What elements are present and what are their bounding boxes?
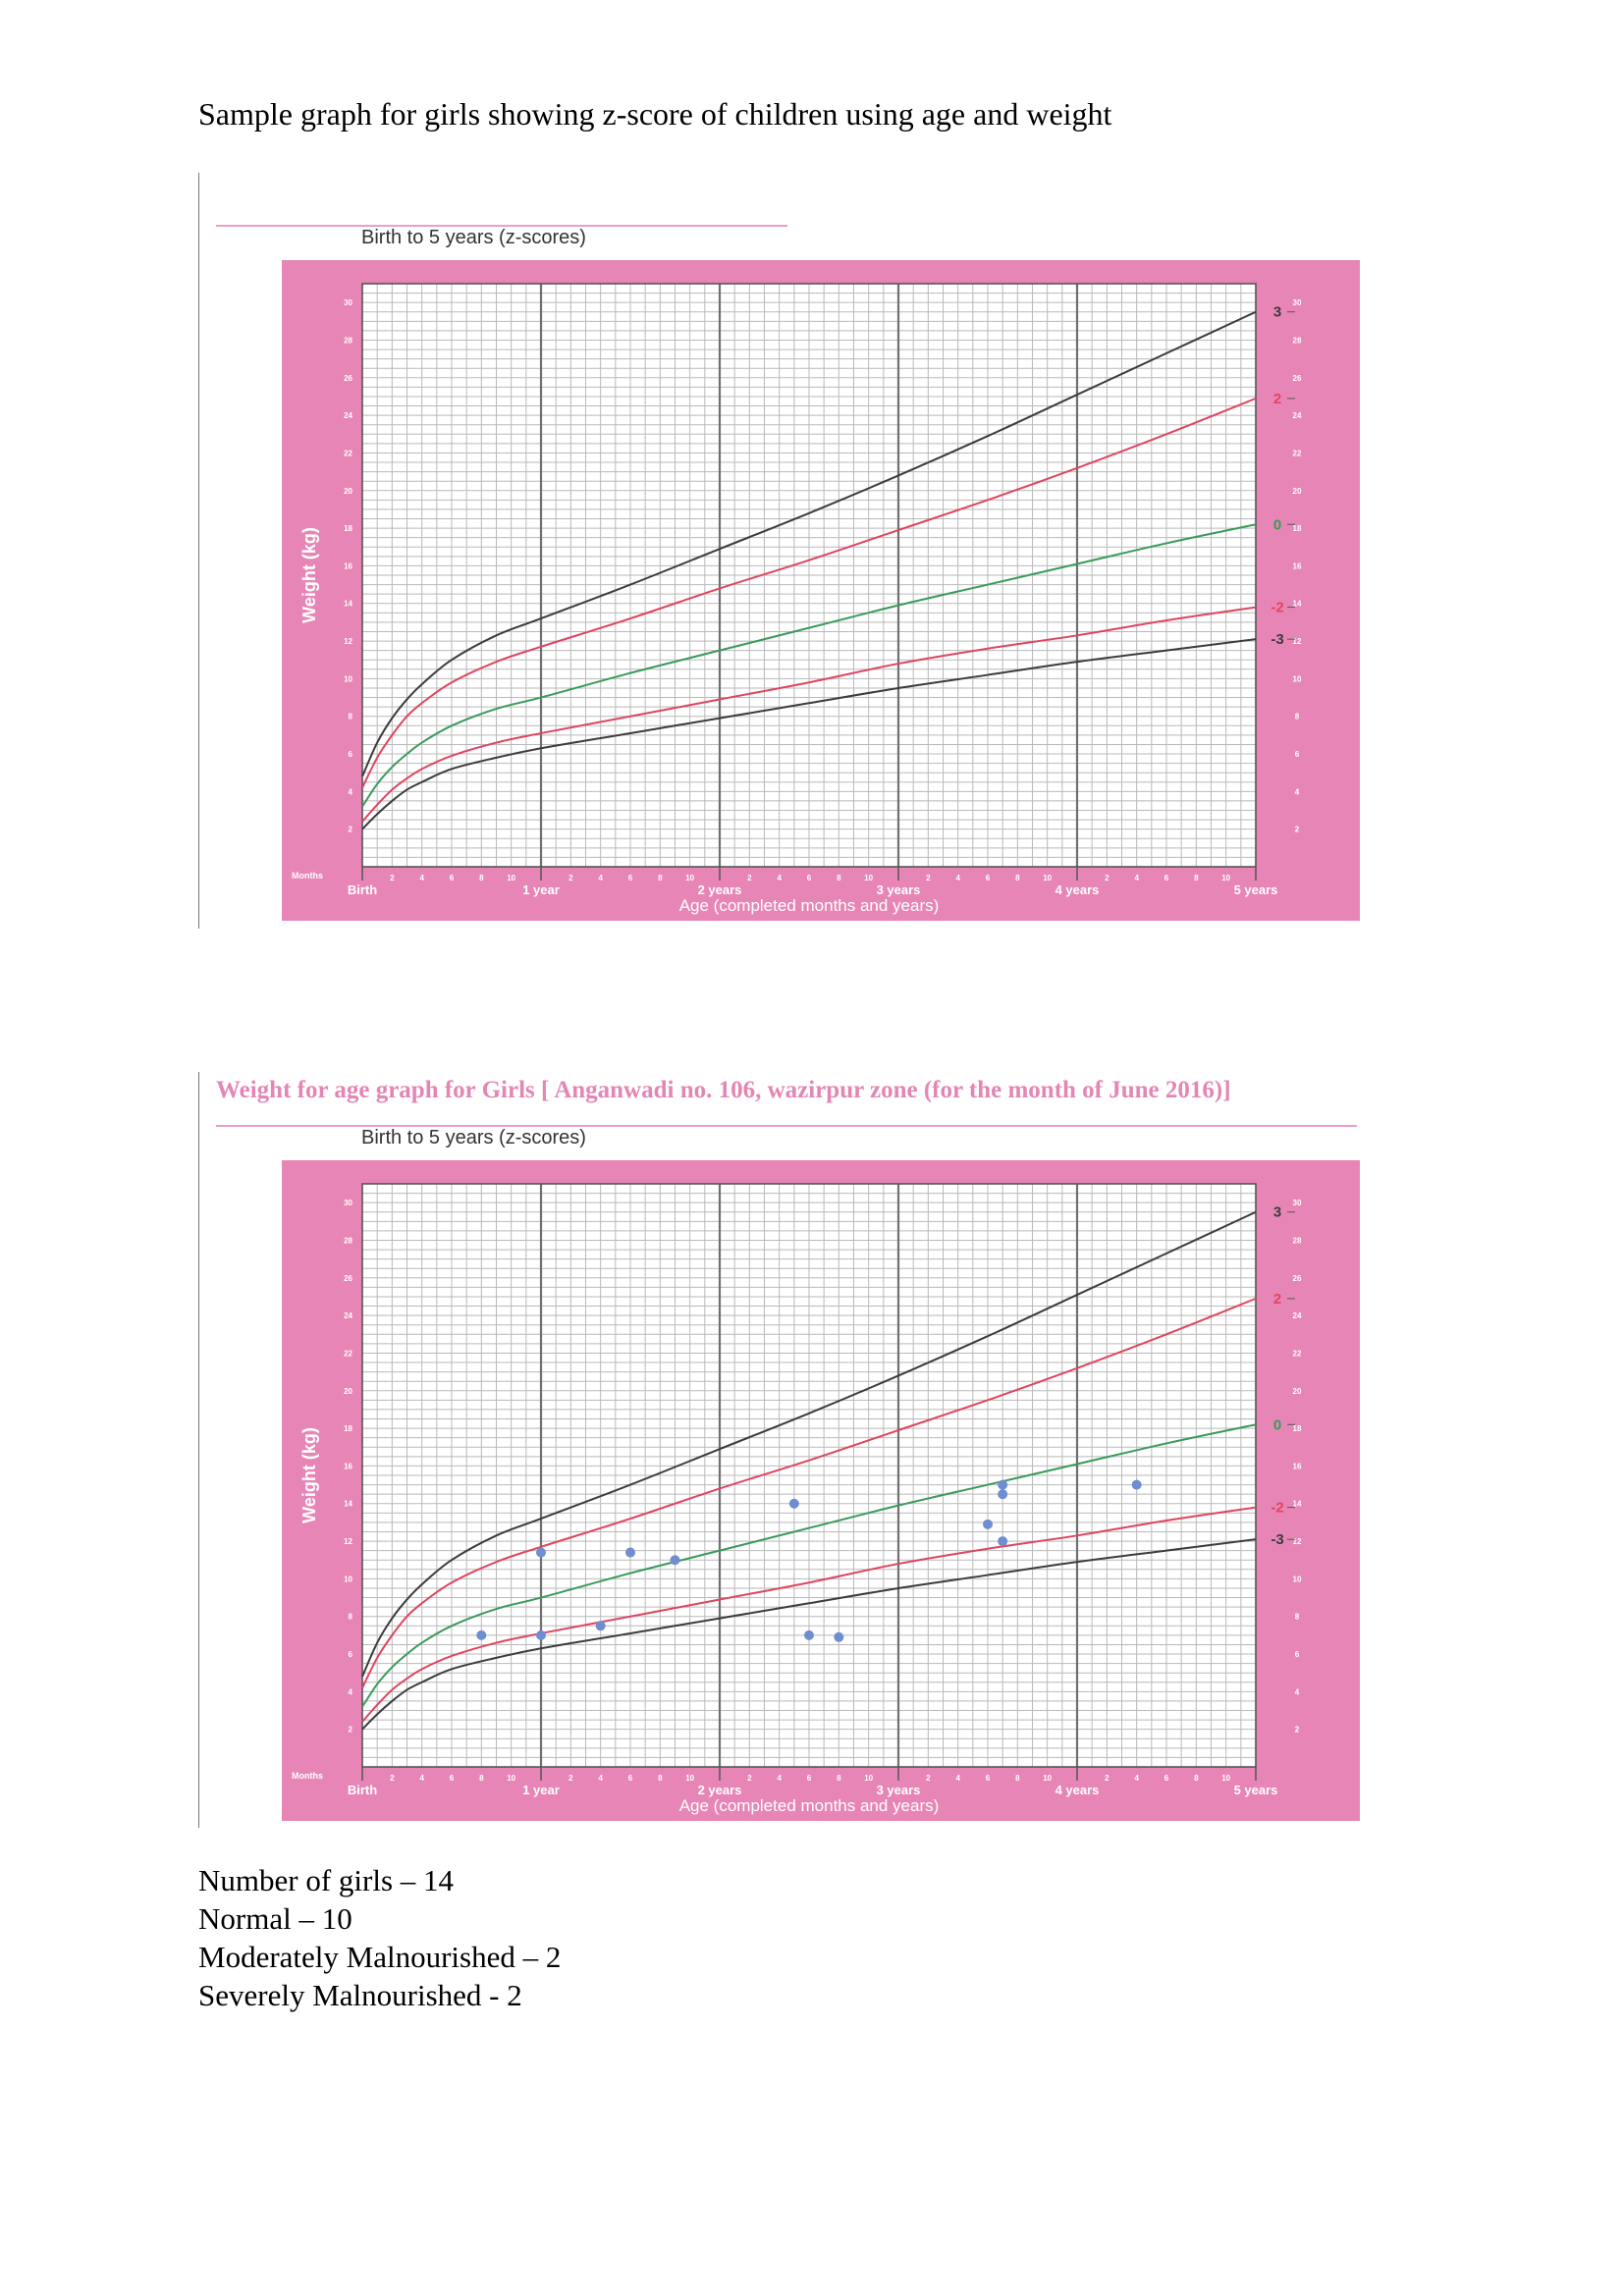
month-tick-label: 4 xyxy=(1134,874,1139,882)
year-label: 1 year xyxy=(522,882,560,897)
data-point xyxy=(625,1548,635,1558)
z-label-2: 2 xyxy=(1272,1290,1282,1308)
data-point xyxy=(671,1555,680,1565)
data-point xyxy=(1132,1480,1142,1490)
year-label: 5 years xyxy=(1233,1783,1278,1797)
z-label--3: -3 xyxy=(1271,631,1284,649)
month-tick-label: 10 xyxy=(685,874,695,882)
z-label--2: -2 xyxy=(1271,599,1284,616)
y-tick-label-left: 30 xyxy=(344,298,352,308)
month-tick-label: 4 xyxy=(419,1774,424,1783)
month-tick-label: 10 xyxy=(507,1774,516,1783)
month-tick-label: 8 xyxy=(1194,874,1199,882)
section-bar-2 xyxy=(198,1072,199,1828)
data-point xyxy=(998,1489,1007,1499)
month-tick-label: 6 xyxy=(985,1774,991,1783)
month-tick-label: 6 xyxy=(627,874,633,882)
month-tick-label: 2 xyxy=(926,874,931,882)
month-tick-label: 2 xyxy=(568,1774,573,1783)
z-label-2: 2 xyxy=(1272,390,1282,407)
month-tick-label: 2 xyxy=(390,1774,395,1783)
y-tick-label-left: 2 xyxy=(348,1725,352,1735)
y-tick-label-left: 2 xyxy=(348,825,352,834)
grid xyxy=(362,1184,1256,1767)
y-tick-label-left: 26 xyxy=(344,373,352,383)
z-label-3: 3 xyxy=(1272,303,1282,321)
y-tick-label-left: 14 xyxy=(344,1499,352,1509)
month-tick-label: 8 xyxy=(658,1774,663,1783)
year-label: 3 years xyxy=(876,1783,921,1797)
month-tick-label: 8 xyxy=(1015,874,1020,882)
year-label: 4 years xyxy=(1055,882,1100,897)
y-tick-label-left: 30 xyxy=(344,1199,352,1208)
y-tick-label-left: 6 xyxy=(348,750,352,760)
month-tick-label: 6 xyxy=(449,1774,455,1783)
data-point xyxy=(536,1548,546,1558)
month-tick-label: 10 xyxy=(864,874,874,882)
months-label: Months xyxy=(292,1771,323,1781)
month-tick-label: 8 xyxy=(479,1774,484,1783)
y-tick-label-right: 2 xyxy=(1294,1725,1300,1735)
data-point xyxy=(596,1621,606,1630)
y-tick-label-left: 28 xyxy=(344,336,352,346)
y-tick-label-right: 20 xyxy=(1292,486,1302,496)
data-point xyxy=(998,1536,1007,1546)
summary-severe: Severely Malnourished - 2 xyxy=(198,1978,522,2012)
chart1-subtitle: Birth to 5 years (z-scores) xyxy=(361,227,586,248)
y-tick-label-right: 16 xyxy=(1292,561,1302,571)
y-tick-label-right: 20 xyxy=(1292,1386,1302,1396)
y-tick-label-right: 26 xyxy=(1292,373,1302,383)
y-tick-label-left: 18 xyxy=(344,1424,352,1434)
y-tick-label-left: 6 xyxy=(348,1650,352,1660)
y-tick-label-left: 24 xyxy=(344,1311,352,1321)
month-tick-label: 2 xyxy=(747,874,752,882)
y-tick-label-right: 4 xyxy=(1294,1687,1300,1697)
month-tick-label: 2 xyxy=(390,874,395,882)
y-tick-label-left: 20 xyxy=(344,486,352,496)
month-tick-label: 6 xyxy=(806,1774,812,1783)
y-tick-label-right: 30 xyxy=(1292,1199,1302,1208)
y-tick-label-left: 12 xyxy=(344,1537,352,1547)
summary-normal: Normal – 10 xyxy=(198,1901,352,1936)
y-tick-label-left: 18 xyxy=(344,524,352,534)
y-tick-label-left: 22 xyxy=(344,449,352,458)
y-tick-label-left: 14 xyxy=(344,599,352,609)
y-tick-label-right: 24 xyxy=(1292,411,1302,421)
month-tick-label: 8 xyxy=(1194,1774,1199,1783)
y-tick-label-right: 10 xyxy=(1292,674,1302,684)
month-tick-label: 6 xyxy=(1163,1774,1169,1783)
y-tick-label-left: 16 xyxy=(344,561,352,571)
month-tick-label: 4 xyxy=(1134,1774,1139,1783)
year-label: 5 years xyxy=(1233,882,1278,897)
month-tick-label: 2 xyxy=(1105,1774,1109,1783)
y-tick-label-right: 12 xyxy=(1292,1537,1302,1547)
y-tick-label-left: 8 xyxy=(348,712,352,721)
month-tick-label: 4 xyxy=(777,1774,782,1783)
data-point xyxy=(834,1632,843,1642)
year-label: 4 years xyxy=(1055,1783,1100,1797)
month-tick-label: 2 xyxy=(747,1774,752,1783)
month-tick-label: 8 xyxy=(1015,1774,1020,1783)
y-tick-label-right: 28 xyxy=(1292,1236,1302,1246)
y-tick-label-right: 26 xyxy=(1292,1273,1302,1283)
month-tick-label: 6 xyxy=(1163,874,1169,882)
y-tick-label-left: 8 xyxy=(348,1612,352,1622)
month-tick-label: 8 xyxy=(837,1774,841,1783)
y-axis-label: Weight (kg) xyxy=(299,527,319,623)
month-tick-label: 6 xyxy=(449,874,455,882)
year-label: 2 years xyxy=(697,1783,742,1797)
month-tick-label: 4 xyxy=(419,874,424,882)
month-tick-label: 8 xyxy=(479,874,484,882)
data-point xyxy=(804,1630,814,1640)
y-tick-label-right: 12 xyxy=(1292,637,1302,647)
data-point xyxy=(536,1630,546,1640)
month-tick-label: 2 xyxy=(1105,874,1109,882)
y-tick-label-right: 6 xyxy=(1294,750,1300,760)
month-tick-label: 4 xyxy=(777,874,782,882)
y-tick-label-right: 24 xyxy=(1292,1311,1302,1321)
x-axis-label: Age (completed months and years) xyxy=(678,896,940,915)
month-tick-label: 2 xyxy=(926,1774,931,1783)
y-tick-label-left: 26 xyxy=(344,1273,352,1283)
month-tick-label: 10 xyxy=(1221,874,1231,882)
y-tick-label-right: 2 xyxy=(1294,825,1300,834)
y-tick-label-left: 24 xyxy=(344,411,352,421)
y-tick-label-right: 28 xyxy=(1292,336,1302,346)
y-tick-label-right: 18 xyxy=(1292,1424,1302,1434)
intro-text: Sample graph for girls showing z-score of children using age and weight xyxy=(198,96,1112,132)
month-tick-label: 6 xyxy=(627,1774,633,1783)
month-tick-label: 10 xyxy=(1043,874,1053,882)
chart-2 xyxy=(282,1160,1360,1821)
y-tick-label-left: 16 xyxy=(344,1462,352,1471)
y-tick-label-right: 4 xyxy=(1294,787,1300,797)
summary xyxy=(198,1861,561,2014)
x-axis-label: Age (completed months and years) xyxy=(678,1796,940,1815)
y-tick-label-left: 20 xyxy=(344,1386,352,1396)
month-tick-label: 4 xyxy=(598,1774,603,1783)
y-tick-label-right: 30 xyxy=(1292,298,1302,308)
month-tick-label: 4 xyxy=(955,1774,960,1783)
month-tick-label: 6 xyxy=(806,874,812,882)
z-label--3: -3 xyxy=(1271,1531,1284,1549)
y-tick-label-left: 10 xyxy=(344,674,352,684)
y-tick-label-left: 12 xyxy=(344,637,352,647)
month-tick-label: 8 xyxy=(658,874,663,882)
month-tick-label: 10 xyxy=(685,1774,695,1783)
data-point xyxy=(789,1499,799,1509)
y-tick-label-left: 4 xyxy=(348,1687,352,1697)
year-label: Birth xyxy=(347,1783,378,1797)
y-tick-label-right: 14 xyxy=(1292,599,1302,609)
y-tick-label-left: 10 xyxy=(344,1575,352,1584)
chart2-heading: Weight for age graph for Girls [ Anganwadi no. 106, wazirpur zone (for the month of June 2016)] xyxy=(216,1077,1231,1103)
month-tick-label: 10 xyxy=(507,874,516,882)
z-label-0: 0 xyxy=(1272,1416,1282,1434)
year-label: 1 year xyxy=(522,1783,560,1797)
month-tick-label: 2 xyxy=(568,874,573,882)
y-tick-label-right: 16 xyxy=(1292,1462,1302,1471)
y-tick-label-left: 4 xyxy=(348,787,352,797)
data-point xyxy=(998,1480,1007,1490)
z-label-3: 3 xyxy=(1272,1203,1282,1221)
y-axis-label: Weight (kg) xyxy=(299,1427,319,1523)
month-tick-label: 4 xyxy=(598,874,603,882)
summary-moderate: Moderately Malnourished – 2 xyxy=(198,1940,562,1974)
year-label: Birth xyxy=(347,882,378,897)
year-label: 3 years xyxy=(876,882,921,897)
y-tick-label-right: 8 xyxy=(1294,1612,1300,1622)
month-tick-label: 4 xyxy=(955,874,960,882)
month-tick-label: 10 xyxy=(864,1774,874,1783)
section-bar-1 xyxy=(198,173,199,929)
y-tick-label-right: 14 xyxy=(1292,1499,1302,1509)
summary-count: Number of girls – 14 xyxy=(198,1863,455,1897)
months-label: Months xyxy=(292,871,323,881)
z-label--2: -2 xyxy=(1271,1499,1284,1517)
data-point xyxy=(983,1520,993,1529)
chart2-subtitle: Birth to 5 years (z-scores) xyxy=(361,1127,586,1148)
chart-1 xyxy=(282,260,1360,921)
y-tick-label-left: 22 xyxy=(344,1349,352,1359)
year-label: 2 years xyxy=(697,882,742,897)
y-tick-label-right: 6 xyxy=(1294,1650,1300,1660)
y-tick-label-right: 8 xyxy=(1294,712,1300,721)
month-tick-label: 10 xyxy=(1221,1774,1231,1783)
data-point xyxy=(476,1630,486,1640)
month-tick-label: 10 xyxy=(1043,1774,1053,1783)
grid xyxy=(362,284,1256,867)
y-tick-label-right: 18 xyxy=(1292,524,1302,534)
y-tick-label-right: 22 xyxy=(1292,449,1302,458)
month-tick-label: 8 xyxy=(837,874,841,882)
y-tick-label-left: 28 xyxy=(344,1236,352,1246)
z-label-0: 0 xyxy=(1272,516,1282,534)
y-tick-label-right: 10 xyxy=(1292,1575,1302,1584)
y-tick-label-right: 22 xyxy=(1292,1349,1302,1359)
month-tick-label: 6 xyxy=(985,874,991,882)
